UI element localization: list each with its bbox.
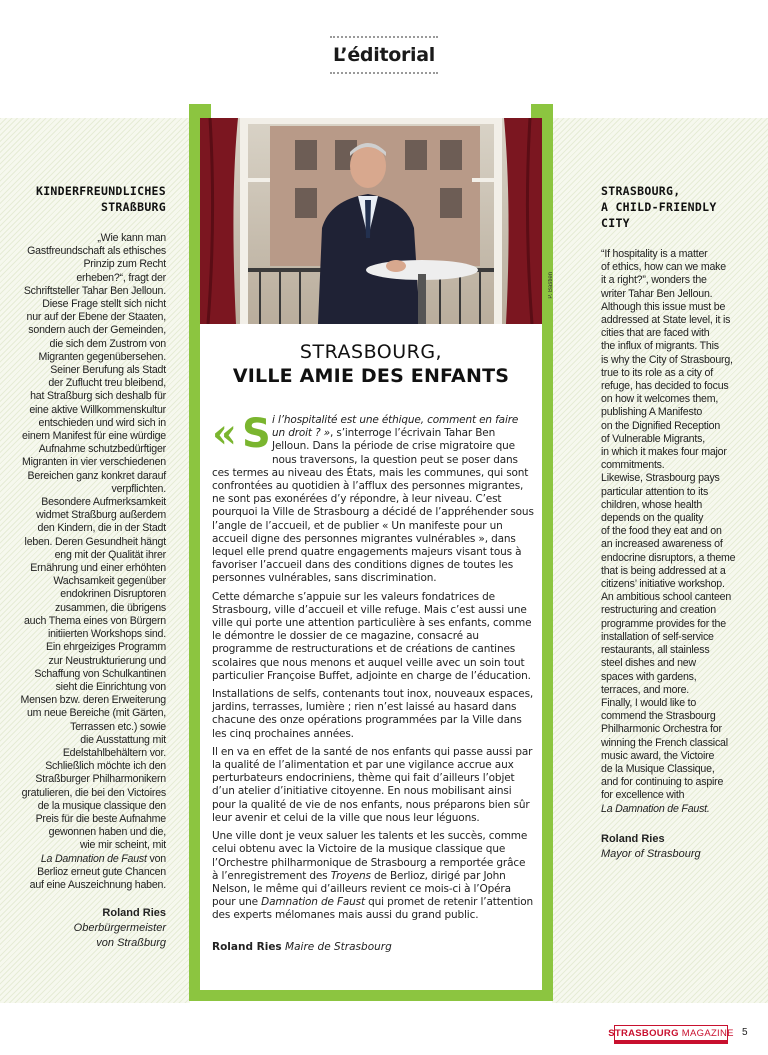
right-body-line: restructuring and creation [601, 604, 716, 617]
left-signature-role-2: von Straßburg [96, 937, 166, 949]
right-body-line: is why the City of Strasbourg, [601, 353, 733, 366]
left-body-line: Schaffung von Schulkantinen [34, 667, 166, 680]
center-article-body [212, 410, 534, 928]
right-body-line: on the Dignified Reception [601, 419, 721, 432]
page-title: L’éditorial [332, 44, 435, 66]
header-divider-bottom [330, 72, 438, 74]
left-body-line: gratulieren, die bei den Victoires [21, 786, 166, 799]
right-body-line: publishing A Manifesto [601, 406, 703, 419]
left-body-title-suffix: von [146, 852, 166, 865]
left-body-line: die Ausstattung mit [80, 733, 166, 746]
left-body-line: nur auf der Ebene der Staaten, [26, 311, 166, 324]
left-body-line: verpflichten. [111, 482, 166, 495]
left-body-line: Migranten in vier verschiedenen [22, 456, 166, 469]
left-body-line: Edelstahlbehältern vor. [62, 746, 166, 759]
right-body-line: endocrine disruptors, a theme [601, 551, 736, 564]
left-body-line: Schließlich möchte ich den [45, 760, 166, 773]
right-body-line: refuge, has decided to focus [601, 380, 729, 393]
right-body-line-italic: La Damnation de Faust. [601, 802, 710, 815]
right-body-line: terraces, and more. [601, 683, 690, 696]
right-body-line: installation of self-service [601, 630, 714, 643]
left-body-line: einem Manifest für eine würdige [22, 430, 166, 443]
right-body-line: on how it welcomes them, [601, 393, 719, 406]
center-paragraph-1 [212, 410, 534, 586]
left-body-line: endokrinen Disruptoren [60, 588, 166, 601]
right-body-line: restaurants, all stainless [601, 644, 710, 657]
left-body-line: de la musique classique den [37, 799, 166, 812]
left-body-line: entschieden und wird sich in [38, 416, 166, 429]
center-paragraph-3: Installations de selfs, contenants tout inox, nouveaux espaces, jardins, terrasses, lumière ; rien n’est laissé au hasard dans chacune des onze opérations programmées par la Ville dans les cinq prochaines années. [212, 688, 534, 740]
left-body-line [14, 853, 166, 866]
left-body-line: Prinzip zum Recht [83, 258, 166, 271]
right-heading-line1: STRASBOURG, [601, 184, 681, 198]
right-body-line: of ethics, how can we make [601, 261, 726, 274]
center-signature [212, 941, 534, 953]
opening-quote-italic: i l’hospitalité est une éthique, comment en faire un droit ? » [272, 414, 519, 440]
left-heading-line1: KINDERFREUNDLICHES [35, 184, 166, 198]
left-body-line: leben. Deren Gesundheit hängt [24, 535, 166, 548]
left-column-body [14, 232, 166, 892]
logo-magazine: MAGAZINE [681, 1027, 734, 1039]
center-paragraph-2: Cette démarche s’appuie sur les valeurs fondatrices de Strasbourg, ville d’accueil et ville refuge. Mais c’est aussi une ville qui porte une attention particulière à ses enfants, comme le démontre le dossier de ce magazine, consacré au programme de restructurations et de créations de cantines scolaires que nous menons et auquel veille avec un soin tout particulier Françoise Buffet, adjointe en charge de l’éducation. [212, 590, 532, 682]
center-paragraph-4: Il en va en effet de la santé de nos enfants qui passe aussi par la qualité de l’alimentation et par une vigilance accrue aux perturbateurs endocriniens, thème qui fait d’ailleurs l’objet d’un atelier d’initiative citoyenne. En nous mobilisant ainsi pour la qualité de vie de nos enfants, nous préparons bien sûr leur avenir et celui de la ville que nous leur léguons. [212, 745, 533, 824]
right-signature-name: Roland Ries [601, 833, 665, 845]
left-body-line: Mensen bzw. deren Erweiterung [20, 694, 166, 707]
left-body-line: hat Straßburg sich deshalb für [30, 390, 166, 403]
right-body-line: for excellence with [601, 789, 685, 802]
center-heading-line2: VILLE AMIE DES ENFANTS [232, 365, 510, 387]
right-body-line: the influx of migrants. This [601, 340, 719, 353]
left-body-line: Straßburger Philharmonikern [35, 773, 166, 786]
left-body-line: zusammen, die übrigens [54, 601, 166, 614]
right-column-heading [601, 183, 751, 231]
right-body-line: programme provides for the [601, 617, 726, 630]
p5-text-c: qui promet de retenir l’attention des experts mélomanes mais aussi du grand public. [212, 896, 534, 922]
p5-text-a: Une ville dont je veux saluer les talents et les succès, comme celui obtenu avec la Victoire de la musique classique que l’Orchestre philharmonique de Strasbourg a remportée grâce à l’enregistrement des [212, 830, 528, 882]
header-divider-top [330, 36, 438, 38]
frame-corner-right [531, 104, 553, 118]
right-body-line: citizens’ initiative workshop. [601, 578, 725, 591]
left-body-line: Berlioz erneut gute Chancen [37, 865, 166, 878]
right-signature [601, 832, 751, 862]
left-body-line: erheben?“, fragt der [76, 271, 166, 284]
left-body-line: Schriftsteller Tahar Ben Jelloun. [23, 284, 166, 297]
left-body-line: initiierten Workshops sind. [47, 628, 166, 641]
p5-title-damnation: Damnation de Faust [261, 896, 365, 909]
magazine-logo [608, 1025, 734, 1041]
right-body-line: true to its role as a city of [601, 366, 713, 379]
left-body-line: wie mir scheint, mit [79, 839, 166, 852]
left-body-line: sondern auch der Gemeinden, [28, 324, 166, 337]
drop-cap-quote: « [212, 410, 237, 457]
right-body-line: it a right?”, wonders the [601, 274, 707, 287]
right-body-line: in which it makes four major [601, 446, 727, 459]
right-body-line: An ambitious school canteen [601, 591, 732, 604]
right-body-line: addressed at State level, it is [601, 314, 731, 327]
left-body-line: Preis für die beste Aufnahme [35, 812, 166, 825]
left-body-line: die sich dem Zustrom von [49, 337, 166, 350]
left-heading-line2: STRAßBURG [100, 200, 166, 214]
left-body-line: „Wie kann man [97, 232, 166, 244]
p5-text-b: de Berlioz, dirigé par John Nelson, le même qui d’ailleurs revient ce mois-ci à l’Opéra pour une [212, 869, 511, 909]
photo-credit: P. Bastien [548, 272, 554, 299]
center-heading-line1: STRASBOURG, [299, 341, 443, 363]
left-signature-role-1: Oberbürgermeister [73, 922, 166, 934]
right-body-line: and for continuing to aspire [601, 776, 724, 789]
right-body-line: commend the Strasbourg [601, 710, 716, 723]
left-body-line: Aufnahme schutzbedürftiger [38, 443, 166, 456]
right-body-line: winning the French classical [601, 736, 728, 749]
right-body-line: of Vulnerable Migrants, [601, 432, 705, 445]
frame-corner-left [189, 104, 211, 118]
left-body-line: auf eine Auszeichnung haben. [29, 878, 166, 891]
right-signature-role: Mayor of Strasbourg [601, 848, 701, 860]
right-body-line: Although this issue must be [601, 300, 726, 313]
paragraph-1-text: , s’interroge l’écrivain Tahar Ben Jelloun. Dans la période de crise migratoire que nous traversons, la question peut se poser dans ces termes au niveau des États, mais les communes, qui sont confrontées au quotidien à l’afflux des personnes migrantes, ne sont pas exonérées d’y répondre, à leur niveau. C’est pourquoi la Ville de Strasbourg a décidé de l’appréhender sous l’angle de l’accueil, et de publier « Un manifeste pour un accueil digne des personnes migrantes vulnérables », dans lequel elle prend quatre engagements majeurs visant tous à favoriser l’accueil dans des conditions dignes de toutes les personnes vulnérables, sans discrimination. [212, 427, 534, 585]
mayor-photo [200, 118, 542, 324]
right-body-line: Finally, I would like to [601, 696, 697, 709]
drop-cap [212, 410, 271, 457]
center-paragraph-5 [212, 830, 534, 922]
right-body-line: “If hospitality is a matter [601, 248, 708, 260]
left-body-line: Terrassen etc.) sowie [70, 720, 166, 733]
left-body-line: Besondere Aufmerksamkeit [41, 496, 166, 509]
right-body-line: Likewise, Strasbourg pays [601, 472, 720, 485]
left-body-line: eng mit der Qualität ihrer [54, 548, 166, 561]
right-body-line: children, whose health [601, 498, 703, 511]
right-body-line: de la Musique Classique, [601, 762, 715, 775]
left-body-line: Migranten gegenübersehen. [38, 350, 166, 363]
right-body-line: Philharmonic Orchestra for [601, 723, 722, 736]
right-heading-line3: CITY [601, 216, 630, 230]
right-body-line: depends on the quality [601, 512, 704, 525]
left-body-line: sieht die Einrichtung von [55, 680, 166, 693]
right-body-line: particular attention to its [601, 485, 709, 498]
right-body-line: of the food they eat and on [601, 525, 722, 538]
right-body-line: cities that are faced with [601, 327, 710, 340]
left-body-line: eine aktive Willkommenskultur [29, 403, 166, 416]
right-body-line: steel dishes and new [601, 657, 696, 670]
left-signature-name: Roland Ries [102, 907, 166, 919]
left-body-line: Bereichen ganz konkret darauf [27, 469, 166, 482]
right-body-line: an increased awareness of [601, 538, 723, 551]
right-body-line: commitments. [601, 459, 665, 472]
mayor-photo-illustration [200, 118, 542, 324]
left-body-line: Ernährung und einer erhöhten [30, 562, 166, 575]
right-heading-line2: A CHILD-FRIENDLY [601, 200, 717, 214]
logo-strasbourg: STRASBOURG [608, 1027, 679, 1039]
left-body-line: gewonnen haben und die, [48, 826, 166, 839]
left-column-heading [20, 183, 166, 215]
left-body-line: zur Neustrukturierung und [48, 654, 166, 667]
right-body-line: music award, the Victoire [601, 749, 715, 762]
left-body-line: Ein ehrgeiziges Programm [45, 641, 166, 654]
left-body-line: der Zuflucht treu bleibend, [48, 377, 166, 390]
right-body-line: that is being addressed at a [601, 564, 726, 577]
center-article-heading [200, 340, 542, 388]
left-body-line: um neue Bereiche (mit Gärten, [26, 707, 166, 720]
left-body-line: widmet Straßburg außerdem [36, 509, 166, 522]
logo-underline [614, 1041, 728, 1044]
center-signature-name: Roland Ries [212, 941, 282, 953]
left-body-line: Gastfreundschaft als ethisches [27, 245, 166, 258]
left-body-line: Diese Frage stellt sich nicht [42, 298, 166, 311]
left-body-line: Wachsamkeit gegenüber [53, 575, 166, 588]
left-body-line: Seiner Berufung als Stadt [50, 364, 166, 377]
right-body-line: spaces with gardens, [601, 670, 697, 683]
left-body-line: den Kindern, die in der Stadt [37, 522, 166, 535]
p5-title-troyens: Troyens [330, 869, 371, 882]
page-number: 5 [742, 1027, 748, 1038]
left-body-title-italic: La Damnation de Faust [40, 852, 147, 865]
right-column-body [601, 248, 751, 816]
center-signature-role: Maire de Strasbourg [285, 941, 392, 953]
left-signature [14, 906, 166, 951]
left-body-line: auch Thema eines von Bürgern [23, 614, 166, 627]
right-body-line: writer Tahar Ben Jelloun. [601, 287, 713, 300]
drop-cap-letter: S [242, 411, 271, 457]
